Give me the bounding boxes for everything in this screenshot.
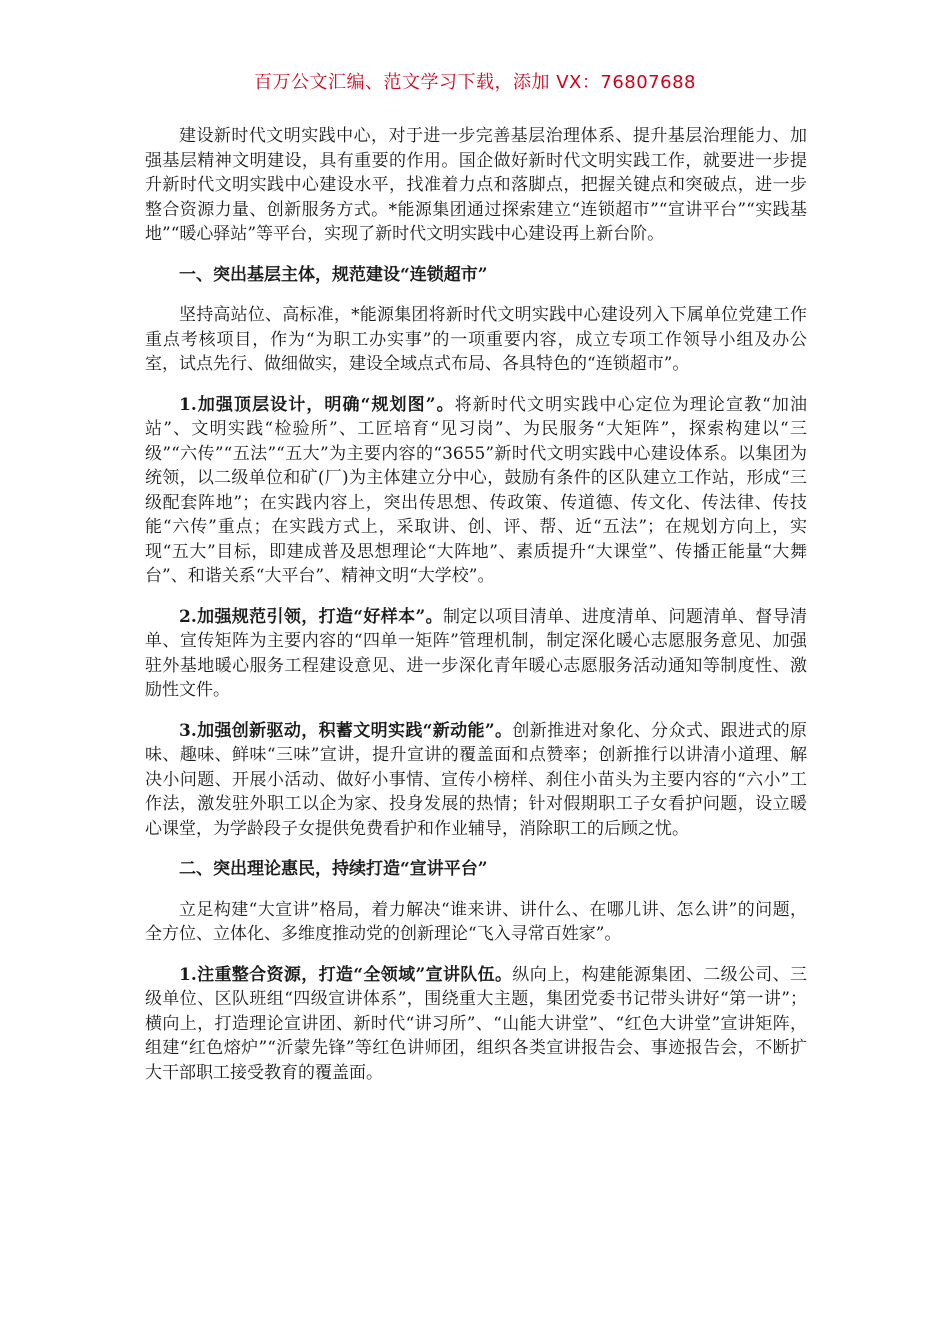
section-1-item-3-body: 创新推进对象化、分众式、跟进式的原味、趣味、鲜味“三味”宣讲，提升宣讲的覆盖面和点赞率；创新推行以讲清小道理、解决小问题、开展小活动、做好小事情、宣传小榜样、刹住小苗头为主要内容的“六小”工作法，激发驻外职工以企为家、投身发展的热情；针对假期职工子女看护问题，设立暖心课堂，为学龄段子女提供免费看护和作业辅导，消除职工的后顾之忧。 <box>145 720 807 839</box>
section-1-item-3-lead: 3.加强创新驱动，积蓄文明实践“新动能”。 <box>179 720 513 741</box>
section-1-item-1-body: 将新时代文明实践中心定位为理论宣教“加油站”、文明实践“检验所”、工匠培育“见习岗”、为民服务“大矩阵”，探索构建以“三级”“六传”“五法”“五大”为主要内容的“3655”新时代文明实践中心建设体系。以集团为统领，以二级单位和矿(厂)为主体建立分中心，鼓励有条件的区队建立工作站，形成“三级配套阵地”；在实践内容上，突出传思想、传政策、传道德、传文化、传法律、传技能“六传”重点；在实践方式上，采取讲、创、评、帮、近“五法”；在规划方向上，实现“五大”目标，即建成普及思想理论“大阵地”、素质提升“大课堂”、传播正能量“大舞台”、和谐关系“大平台”、精神文明“大学校”。 <box>145 394 807 586</box>
section-1-item-1 <box>145 393 807 589</box>
section-2-item-1-lead: 1.注重整合资源，打造“全领域”宣讲队伍。 <box>179 964 513 985</box>
section-1-heading: 一、突出基层主体，规范建设“连锁超市” <box>179 264 488 285</box>
header-banner: 百万公文汇编、范文学习下载，添加 VX：76807688 <box>254 72 696 93</box>
section-2-item-1 <box>145 963 807 1086</box>
intro-paragraph: 建设新时代文明实践中心，对于进一步完善基层治理体系、提升基层治理能力、加强基层精神文明建设，具有重要的作用。国企做好新时代文明实践工作，就要进一步提升新时代文明实践中心建设水平，找准着力点和落脚点，把握关键点和突破点，进一步整合资源力量、创新服务方式。*能源集团通过探索建立“连锁超市”“宣讲平台”“实践基地”“暖心驿站”等平台，实现了新时代文明实践中心建设再上新台阶。 <box>145 126 807 244</box>
section-2-intro: 立足构建“大宣讲”格局，着力解决“谁来讲、讲什么、在哪儿讲、怎么讲”的问题，全方位、立体化、多维度推动党的创新理论“飞入寻常百姓家”。 <box>145 899 807 944</box>
section-2-heading: 二、突出理论惠民，持续打造“宣讲平台” <box>179 859 488 879</box>
document-body <box>145 124 807 1101</box>
section-2-item-1-body: 纵向上，构建能源集团、二级公司、三级单位、区队班组“四级宣讲体系”，围绕重大主题，集团党委书记带头讲好“第一讲”；横向上，打造理论宣讲团、新时代“讲习所”、“山能大讲堂”、“红色大讲堂”宣讲矩阵，组建“红色熔炉”“沂蒙先锋”等红色讲师团，组织各类宣讲报告会、事迹报告会，不断扩大干部职工接受教育的覆盖面。 <box>145 964 807 1083</box>
section-1-item-2-body: 制定以项目清单、进度清单、问题清单、督导清单、宣传矩阵为主要内容的“四单一矩阵”管理机制，制定深化暖心志愿服务意见、加强驻外基地暖心服务工程建设意见、进一步深化青年暖心志愿服务活动通知等制度性、激励性文件。 <box>145 606 808 700</box>
section-1-item-2 <box>145 605 807 703</box>
section-1-item-1-lead: 1.加强顶层设计，明确“规划图”。 <box>179 394 455 415</box>
section-1-item-2-lead: 2.加强规范引领，打造“好样本”。 <box>179 606 443 627</box>
section-1-item-3 <box>145 719 807 842</box>
section-1-intro: 坚持高站位、高标准，*能源集团将新时代文明实践中心建设列入下属单位党建工作重点考核项目，作为“为职工办实事”的一项重要内容，成立专项工作领导小组及办公室，试点先行、做细做实，建设全域点式布局、各具特色的“连锁超市”。 <box>145 305 807 374</box>
